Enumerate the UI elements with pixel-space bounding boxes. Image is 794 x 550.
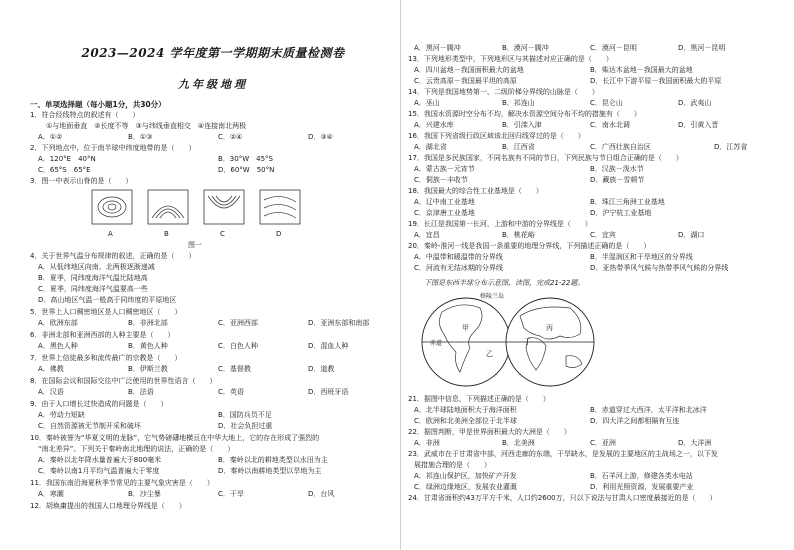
question-11: 11．我国东南沿海夏秋季节常见的主要气象灾害是（ ） — [30, 479, 214, 487]
fig1-label-c: C — [220, 230, 225, 238]
q12-option-d: D．黑河－昆明 — [678, 44, 726, 52]
fig1-caption: 图一 — [188, 241, 202, 249]
q22-option-a: A．非洲 — [414, 439, 440, 447]
exam-subtitle: 九年级地理 — [178, 78, 248, 91]
question-23-cont: 展措施合理的是（ ） — [414, 461, 491, 469]
q13-option-a: A．四川盆地－我国面积最大的盆地 — [414, 66, 524, 74]
q17-option-c: C．侗族－丰收节 — [414, 176, 468, 184]
map-island-label: 格陵兰岛 — [480, 293, 505, 300]
q11-option-a: A．寒潮 — [38, 490, 64, 498]
q17-option-d: D．藏族－雪顿节 — [590, 176, 645, 184]
q7-option-d: D．道教 — [308, 365, 335, 373]
section-heading: 一、单项选择题（每小题1分，共30分） — [30, 100, 166, 109]
question-12: 12．胡焕庸提出的我国人口地理分界线是（ ） — [30, 502, 186, 510]
q13-option-c: C．云贵高原－我国最平坦的高原 — [414, 77, 517, 85]
q10-option-a: A．秦岭以北年降水量普遍大于800毫米 — [38, 456, 162, 464]
map-label-jia: 甲 — [462, 324, 469, 332]
question-10: 10．秦岭被誉为“华夏文明的龙脉”，它气势磅礴地横亘在中华大地上，它的存在形成了强烈的 — [30, 434, 320, 442]
map-equator-label: 赤道 — [430, 340, 443, 347]
q14-option-a: A．巫山 — [414, 99, 440, 107]
q23-option-b: B．石羊河上游，修建各类水电站 — [590, 472, 693, 480]
hemisphere-map — [420, 290, 596, 390]
q15-option-a: A．兴建水库 — [414, 121, 454, 129]
q10-option-c: C．秦岭以南1月平均气温普遍大于零度 — [38, 467, 160, 475]
q20-option-a: A．中温带和暖温带的分界线 — [414, 253, 503, 261]
q8-option-b: B．法语 — [128, 388, 154, 396]
q22-option-c: C．亚洲 — [590, 439, 616, 447]
q11-option-c: C．干旱 — [218, 490, 244, 498]
q6-option-a: A．黑色人种 — [38, 342, 78, 350]
eastern-hemisphere — [506, 298, 594, 386]
q12-option-b: B．漠河－腾冲 — [502, 44, 549, 52]
q22-option-d: D．大洋洲 — [678, 439, 712, 447]
question-6: 6．非洲北部和亚洲西部的人种主要是（ ） — [30, 331, 175, 339]
contour-map-c — [204, 190, 244, 224]
q17-option-a: A．蒙古族－元宵节 — [414, 165, 475, 173]
question-17: 17．我国是多民族国家，不同名族有不同的节日，下列民族与节日组合正确的是（ ） — [408, 154, 683, 162]
q21-option-b: B．赤道穿过大西洋，太平洋和北冰洋 — [590, 406, 707, 414]
q14-option-c: C．昆仑山 — [590, 99, 623, 107]
q10-option-b: B．秦岭以北的耕地类型以水田为主 — [218, 456, 328, 464]
q9-option-a: A．劳动力短缺 — [38, 411, 85, 419]
q15-option-d: D．引黄入晋 — [678, 121, 719, 129]
q8-option-d: D．西班牙语 — [308, 388, 349, 396]
q5-option-d: D．亚洲东部和南部 — [308, 319, 370, 327]
q14-option-b: B．祁连山 — [502, 99, 535, 107]
q13-option-b: B．柴达木盆地－我国最大的盆地 — [590, 66, 693, 74]
question-13: 13．下列地形类型中，下列地形区与其描述对应正确的是（ ） — [408, 55, 613, 63]
question-22: 22．据图判断，甲是世界面积最大的大洲是（ ） — [408, 428, 571, 436]
q16-option-b: B．江西省 — [502, 143, 535, 151]
q19-option-b: B．桃花峪 — [502, 231, 535, 239]
q18-option-d: D．沪宁杭工业基地 — [590, 209, 652, 217]
contour-map-b — [148, 190, 188, 224]
q1-option-b: B．①③ — [128, 133, 153, 141]
q8-option-c: C．英语 — [218, 388, 244, 396]
q11-option-b: B．沙尘暴 — [128, 490, 161, 498]
q5-option-a: A．欧洲东部 — [38, 319, 78, 327]
q12-option-a: A．黑河－腾冲 — [414, 44, 461, 52]
q4-option-b: B．夏季，同纬度海洋气温比陆地高 — [38, 274, 148, 282]
question-23: 23．武威市在于甘肃省中部，河西走廊的东端，干旱缺水，是发展的主要地区的主战场之一，以下发 — [408, 450, 718, 458]
q2-option-b: B．30°W 45°S — [218, 155, 273, 163]
question-1: 1．符合经线特点的叙述有（ ） — [30, 111, 140, 119]
question-10-cont: “南北差异”。下列关于秦岭南北地理的说法，正确的是（ ） — [38, 445, 235, 453]
fig1-label-b: B — [164, 230, 169, 238]
q21-option-a: A．北半球陆地面积大于海洋面积 — [414, 406, 517, 414]
fig1-label-a: A — [108, 230, 113, 238]
map-label-yi: 乙 — [486, 350, 493, 358]
q1-option-c: C．②④ — [218, 133, 243, 141]
question-3: 3．图一中表示山脊的是（ ） — [30, 177, 133, 185]
q1-option-d: D．③④ — [308, 133, 333, 141]
q23-option-d: D．利用光照资源，发展重要产业 — [590, 483, 694, 491]
q17-option-b: B．汉族－泼水节 — [590, 165, 644, 173]
q16-option-a: A．湖北省 — [414, 143, 447, 151]
q12-option-c: C．漠河－昆明 — [590, 44, 637, 52]
q5-option-c: C．亚洲西部 — [218, 319, 258, 327]
q19-option-a: A．宜昌 — [414, 231, 440, 239]
q6-option-d: D．混血人种 — [308, 342, 349, 350]
q6-option-b: B．黄色人种 — [128, 342, 168, 350]
question-15: 15．我国水资源时空分布不均，解决水资源空间分布不均的措施有（ ） — [408, 110, 641, 118]
contour-map-d — [260, 190, 300, 224]
contour-figure — [90, 188, 310, 236]
column-divider — [400, 0, 401, 550]
question-14: 14．下列是我国地势第一、二级阶梯分界线的山脉是（ ） — [408, 88, 599, 96]
question-16: 16．我国下列省级行政区域该北回归线穿过的是（ ） — [408, 132, 585, 140]
question-20: 20．秦岭-淮河一线是我国一条重要的地理分界线，下列描述正确的是（ ） — [408, 242, 651, 250]
question-4: 4．关于世界气温分布规律的叙述，正确的是（ ） — [30, 252, 196, 260]
q5-option-b: B．非洲北部 — [128, 319, 168, 327]
q2-option-d: D．60°W 50°N — [218, 166, 275, 174]
map-label-bing: 丙 — [546, 324, 553, 332]
map-intro: 下图是东西半球分布示意图，读图，完成21-22题。 — [424, 279, 585, 287]
q20-option-b: B．半湿润区和干旱地区的分界线 — [590, 253, 693, 261]
q10-option-d: D．秦岭以南耕地类型以旱地为主 — [218, 467, 322, 475]
q15-option-b: B．引滦入津 — [502, 121, 542, 129]
question-18: 18．我国最大的综合性工业基地是（ ） — [408, 187, 543, 195]
q14-option-d: D．武夷山 — [678, 99, 712, 107]
q4-option-c: C．夏季，同纬度海洋气温要高一些 — [38, 285, 148, 293]
q23-option-a: A．祁连山保护区，加快矿产开发 — [414, 472, 517, 480]
q19-option-c: C．宜宾 — [590, 231, 616, 239]
q11-option-d: D．台风 — [308, 490, 335, 498]
q20-option-d: D．亚热带季风气候与热带季风气候的分界线 — [590, 264, 729, 272]
fig1-label-d: D — [276, 230, 282, 238]
question-7: 7．世界上信徒最多和流传最广的宗教是（ ） — [30, 354, 182, 362]
question-24: 24．甘肃省面积约43万平方千米，人口约2600万，只以下说法与甘肃人口密度最接近的是（ ） — [408, 494, 717, 502]
q8-option-a: A．汉语 — [38, 388, 64, 396]
q13-option-d: D．长江中下游平原－我国面积最大的平原 — [590, 77, 722, 85]
q9-option-d: D．社会负担过重 — [218, 422, 273, 430]
question-21: 21．据图中信息，下列描述正确的是（ ） — [408, 395, 550, 403]
q7-option-b: B．伊斯兰教 — [128, 365, 168, 373]
q22-option-b: B．北美洲 — [502, 439, 535, 447]
q4-option-a: A．从低纬地区向南、北两极逐渐递减 — [38, 263, 155, 271]
question-2: 2．下列地点中，位于南半球中纬度地带的是（ ） — [30, 144, 196, 152]
q18-option-b: B．珠江三角洲工业基地 — [590, 198, 665, 206]
q18-option-c: C．京津唐工业基地 — [414, 209, 475, 217]
q6-option-c: C．白色人种 — [218, 342, 258, 350]
contour-map-a — [92, 190, 132, 224]
map-label-ding: 丁 — [524, 338, 531, 346]
q7-option-c: C．基督教 — [218, 365, 251, 373]
q15-option-c: C．南水北调 — [590, 121, 630, 129]
q16-option-c: C．广西壮族自治区 — [590, 143, 651, 151]
q4-option-d: D．高山地区气温一般高于同纬度的平原地区 — [38, 296, 177, 304]
q21-option-d: D．四大洋之间都相隔有互连 — [590, 417, 680, 425]
question-8: 8．在国际会议和国际交往中广泛使用的世界性语言（ ） — [30, 377, 217, 385]
exam-title: 2023—2024 学年度第一学期期末质量检测卷 — [81, 46, 345, 60]
question-5: 5．世界上人口稠密地区是人口稠密地区（ ） — [30, 308, 182, 316]
q20-option-c: C．河流有无结冰期的分界线 — [414, 264, 503, 272]
question-1-items: ①与地面垂直 ②长度不等 ③与纬线垂直相交 ④连接南北两极 — [46, 122, 247, 130]
question-19: 19．长江是我国第一长河，上游和中游的分界线是（ ） — [408, 220, 592, 228]
q19-option-d: D．湖口 — [678, 231, 705, 239]
q2-option-c: C．65°S 65°E — [38, 166, 91, 174]
question-9: 9．由于人口增长过快造成的问题是（ ） — [30, 400, 168, 408]
q18-option-a: A．辽中南工业基地 — [414, 198, 475, 206]
q23-option-c: C．绿洲边缘地区，发展农业灌溉 — [414, 483, 517, 491]
q16-option-d: D．江苏省 — [714, 143, 748, 151]
q9-option-b: B．国防兵员不足 — [218, 411, 272, 419]
q1-option-a: A．①② — [38, 133, 63, 141]
q2-option-a: A．120°E 40°N — [38, 155, 96, 163]
q7-option-a: A．佛教 — [38, 365, 64, 373]
q21-option-c: C．欧洲和北美洲全部位于北半球 — [414, 417, 517, 425]
q9-option-c: C．自然资源被无节制开采和破坏 — [38, 422, 141, 430]
